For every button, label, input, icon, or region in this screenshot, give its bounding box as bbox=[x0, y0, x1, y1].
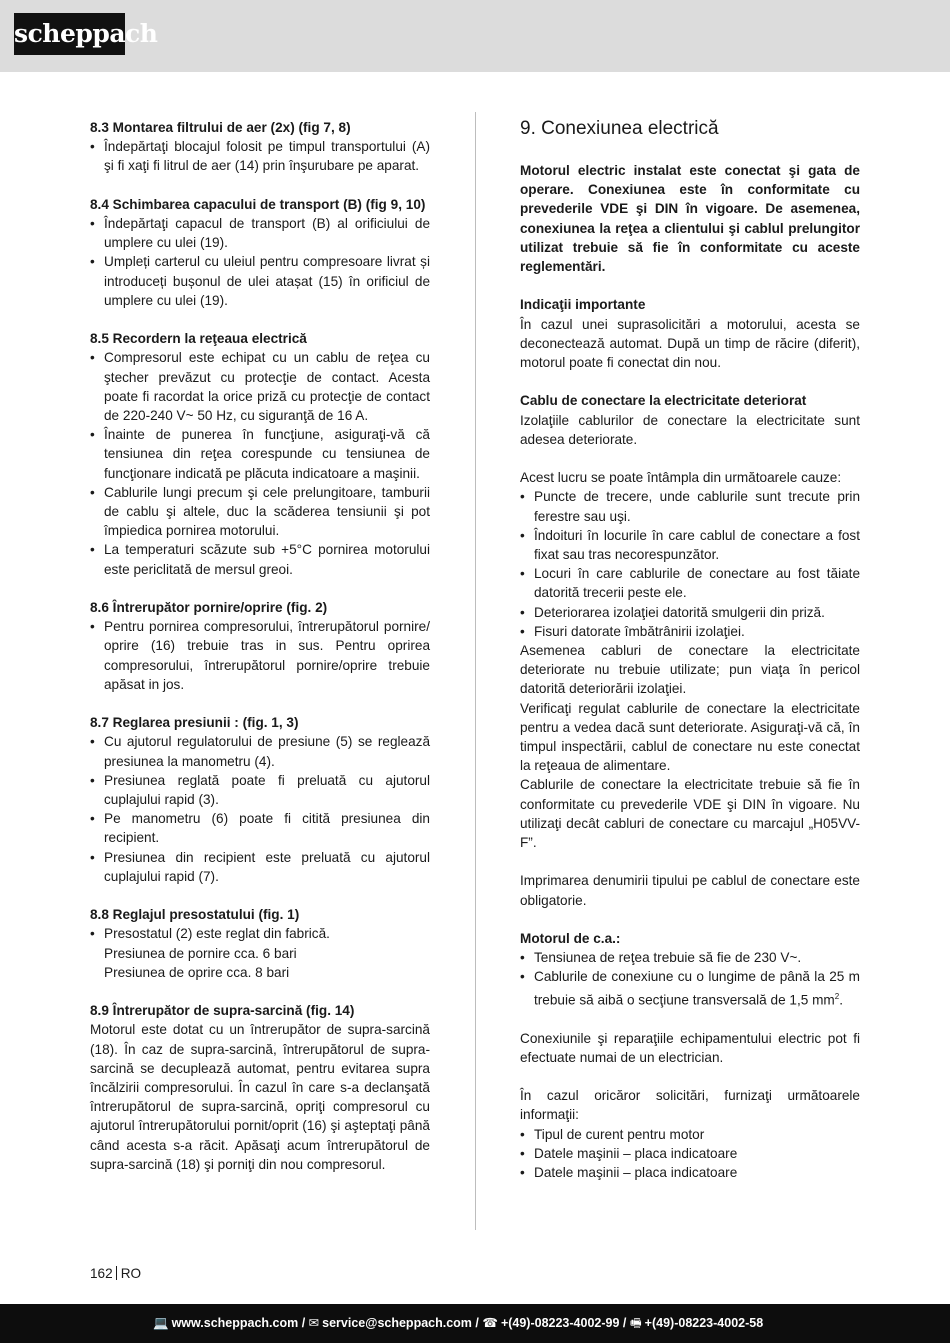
ac-motor-title: Motorul de c.a.: bbox=[520, 931, 621, 947]
footer-phone: +(49)-08223-4002-99 / bbox=[500, 1316, 627, 1330]
switch-off-pressure: Presiunea de oprire cca. 8 bari bbox=[104, 964, 290, 980]
superscript: 2 bbox=[834, 991, 840, 1001]
list-item: • Pe manometru (6) poate fi citită presiunea din recipient. bbox=[90, 809, 430, 847]
right-column bbox=[520, 118, 860, 1182]
period: . bbox=[839, 992, 843, 1008]
footer-fax: +(49)-08223-4002-58 bbox=[644, 1316, 764, 1330]
list-item: • Îndepărtaţi capacul de transport (B) al orificiului de umplere cu ulei (19). bbox=[90, 214, 430, 252]
list-item: • Fisuri datorate îmbătrânirii izolaţiei. bbox=[520, 622, 860, 641]
section-9-intro: Motorul electric instalat este conectat şi gata de operare. Conexiunea este în conformitate cu prevederile VDE şi DIN în vigoare. De asemenea, conexiunea la reţea a clientului şi cablul prelungitor utilizat trebuie să fie în conformitate cu aceste reglementări. bbox=[520, 163, 860, 275]
list-item: • Îndepărtaţi blocajul folosit pe timpul transportului (A) şi fi xaţi fi litrul de aer (14) prin înşurubare pe aparat. bbox=[90, 137, 430, 175]
list-item: • Compresorul este echipat cu un cablu de reţea cu ştecher prevăzut cu protecţie de contact. Acesta poate fi racordat la orice priză cu protecţie de contact de 220-240 V~ 50 Hz, cu siguranţă de 16 A. bbox=[90, 348, 430, 425]
brand-logo: scheppach bbox=[14, 13, 125, 55]
list-item: • Înainte de punerea în funcţiune, asiguraţi-vă că tensiunea din reţea corespunde cu tensiunea de funcţionare indicată pe plăcuta indicatoare a maşinii. bbox=[90, 425, 430, 483]
important-notes-title: Indicaţii importante bbox=[520, 297, 646, 313]
page-footer bbox=[0, 1304, 950, 1343]
info-request-text: În cazul oricăror solicitări, furnizaţi următoarele informaţii: bbox=[520, 1088, 860, 1123]
list-item: • Cu ajutorul regulatorului de presiune (5) se reglează presiunea la manometru (4). bbox=[90, 732, 430, 770]
page-number-separator bbox=[116, 1266, 117, 1280]
switch-on-pressure: Presiunea de pornire cca. 6 bari bbox=[104, 945, 297, 961]
page-header bbox=[0, 0, 950, 72]
list-item: • Tensiunea de reţea trebuie să fie de 230 V~. bbox=[520, 948, 860, 967]
list-item: • Umpleți carterul cu uleiul pentru compresoare livrat și introduceți bușonul de ulei atașat (15) în orificiul de umplere cu ulei (19). bbox=[90, 252, 430, 310]
footer-email[interactable]: service@scheppach.com / bbox=[322, 1316, 479, 1330]
list-item: • La temperaturi scăzute sub +5°C pornirea motorului este periclitată de mersul greoi. bbox=[90, 540, 430, 578]
footer-website[interactable]: www.scheppach.com / bbox=[171, 1316, 306, 1330]
list-item: • Presiunea din recipient este preluată cu ajutorul cuplajului rapid (7). bbox=[90, 848, 430, 886]
section-8-3-title: 8.3 Montarea filtrului de aer (2x) (fig 7, 8) bbox=[90, 120, 351, 135]
section-9-heading: 9. Conexiunea electrică bbox=[520, 118, 719, 139]
damaged-cable-title: Cablu de conectare la electricitate deteriorat bbox=[520, 393, 807, 409]
list-item bbox=[520, 967, 860, 1009]
section-8-3-list bbox=[90, 137, 430, 175]
section-8-5-list bbox=[90, 348, 430, 578]
causes-intro: Acest lucru se poate întâmpla din următoarele cauze: bbox=[520, 470, 842, 486]
column-divider bbox=[475, 112, 476, 1230]
type-marking-text: Imprimarea denumirii tipului pe cablul de conectare este obligatorie. bbox=[520, 873, 860, 908]
phone-icon: ☎ bbox=[482, 1316, 498, 1330]
cable-section-text: Cablurile de conexiune cu o lungime de până la 25 m trebuie să aibă o secţiune transversală de 1,5 mm bbox=[534, 969, 860, 1008]
section-8-7-list bbox=[90, 732, 430, 886]
computer-icon: 💻 bbox=[153, 1316, 169, 1330]
list-item: • Datele maşinii – placa indicatoare bbox=[520, 1144, 860, 1163]
fax-icon: 🖷 bbox=[629, 1316, 642, 1330]
ac-motor-list bbox=[520, 948, 860, 1009]
page-number-value: 162 bbox=[90, 1266, 113, 1281]
list-item: • Pentru pornirea compresorului, întrerupătorul pornire/ oprire (16) trebuie tras in sus. Pentru oprirea compresorului, întrerupătorul pornire/oprire trebuie apăsat in jos. bbox=[90, 617, 430, 694]
electrician-text: Conexiunile şi reparaţiile echipamentului electric pot fi efectuate numai de un electrician. bbox=[520, 1030, 860, 1065]
section-8-7-title: 8.7 Reglarea presiunii : (fig. 1, 3) bbox=[90, 715, 299, 731]
important-notes-text: În cazul unei suprasolicitări a motorului, acesta se deconectează automat. După un timp de răcire (diferit), motorul poate fi conectat din nou. bbox=[520, 316, 860, 371]
list-item: • Presiunea reglată poate fi preluată cu ajutorul cuplajului rapid (3). bbox=[90, 771, 430, 809]
inspection-text: Verificaţi regulat cablurile de conectare la electricitate pentru a vedea dacă sunt deteriorate. Asiguraţi-vă că, în timpul inspectării, cablul de conectare nu este conectat la reţeaua de alimentare. bbox=[520, 700, 860, 774]
language-code: RO bbox=[120, 1266, 142, 1281]
conformity-text: Cablurile de conectare la electricitate trebuie să fie în conformitate cu prevederile VDE şi DIN în vigoare. Nu utilizaţi decât cabluri de conectare cu marcajul „H05VV-F”. bbox=[520, 777, 860, 851]
info-list bbox=[520, 1125, 860, 1183]
page-number bbox=[90, 1266, 141, 1281]
section-8-8-list bbox=[90, 924, 430, 943]
section-8-4-title: 8.4 Schimbarea capacului de transport (B) (fig 9, 10) bbox=[90, 196, 426, 212]
damaged-cable-warning: Asemenea cabluri de conectare la electricitate deteriorate nu trebuie utilizate; pun viaţa în pericol datorită deteriorării izolaţiei. bbox=[520, 643, 860, 697]
list-item: • Presostatul (2) este reglat din fabrică. bbox=[90, 924, 430, 943]
section-8-4-list bbox=[90, 214, 430, 310]
causes-list bbox=[520, 487, 860, 641]
section-8-9-title: 8.9 Întrerupător de supra-sarcină (fig. 14) bbox=[90, 1003, 355, 1019]
section-8-6-title: 8.6 Întrerupător pornire/oprire (fig. 2) bbox=[90, 600, 328, 616]
section-8-5-title: 8.5 Recordern la reţeaua electrică bbox=[90, 331, 307, 347]
section-8-6-list bbox=[90, 617, 430, 694]
list-item: • Îndoituri în locurile în care cablul de conectare a fost fixat sau tras necorespunzător. bbox=[520, 526, 860, 564]
section-8-8-title: 8.8 Reglajul presostatului (fig. 1) bbox=[90, 907, 300, 923]
list-item: • Tipul de curent pentru motor bbox=[520, 1125, 860, 1144]
envelope-icon: ✉ bbox=[308, 1316, 320, 1330]
list-item: • Deteriorarea izolaţiei datorită smulgerii din priză. bbox=[520, 603, 860, 622]
damaged-cable-text: Izolaţiile cablurilor de conectare la electricitate sunt adesea deteriorate. bbox=[520, 412, 860, 447]
section-8-9-text: Motorul este dotat cu un întrerupător de supra-sarcină (18). În caz de supra-sarcină, întrerupătorul de supra-sarcină se decuplează automat, pentru evitarea supra încălzirii compresorului. În cazul în care s-a declanşată întrerupătorul de supra-sarcină, opriţi compresorul cu ajutorul întrerupătorului pornit/oprit (16) şi aşteptaţi până când acesta s-a răcit. Apăsaţi acum întrerupătorul de supra-sarcină (18) şi porniţi din nou compresorul. bbox=[90, 1022, 430, 1172]
list-item: • Cablurile lungi precum şi cele prelungitoare, tamburii de cablu şi altele, duc la scăderea tensiunii şi pot împiedica pornirea motorului. bbox=[90, 483, 430, 541]
left-column bbox=[90, 118, 430, 1174]
list-item: • Puncte de trecere, unde cablurile sunt trecute prin ferestre sau uşi. bbox=[520, 487, 860, 525]
list-item: • Datele maşinii – placa indicatoare bbox=[520, 1163, 860, 1182]
list-item: • Locuri în care cablurile de conectare au fost tăiate datorită trecerii peste ele. bbox=[520, 564, 860, 602]
